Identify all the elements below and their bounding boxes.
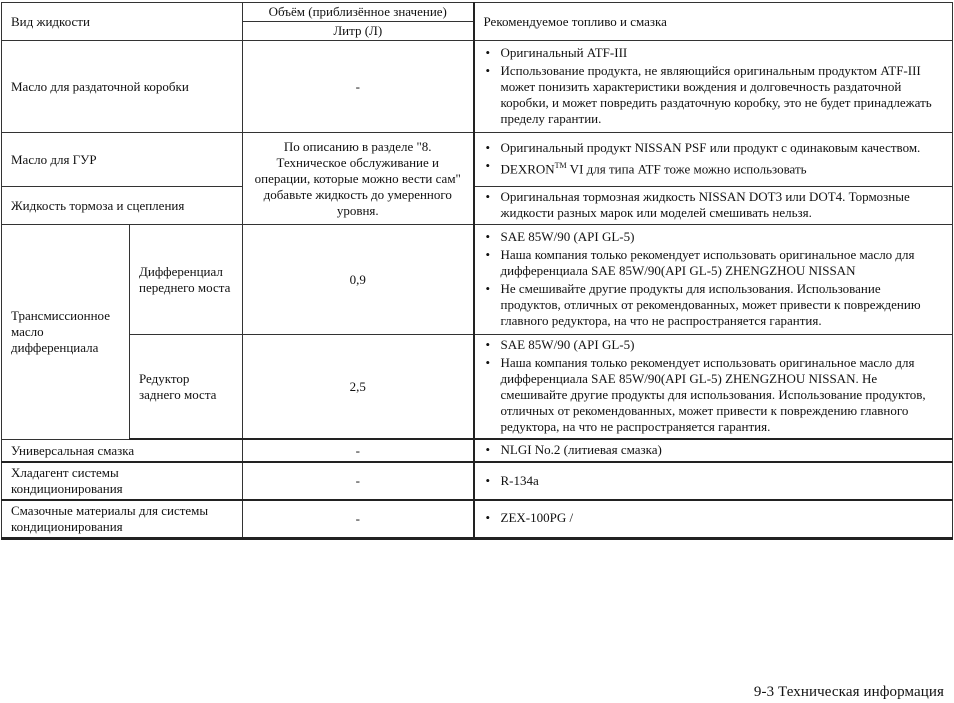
list-item: • SAE 85W/90 (API GL-5) <box>483 229 945 245</box>
list-item: • Оригинальный ATF-III <box>483 45 945 61</box>
row-grease-volume: - <box>243 439 474 462</box>
row-transfer-case-volume: - <box>243 41 474 133</box>
list-item: • Использование продукта, не являющийся оригинальным продуктом ATF-III может понизить характеристики вождения и долговечность раздаточной коробки, и может повредить раздаточную коробку, это не будет принадлежать пределу гарантии. <box>483 63 945 127</box>
row-brake-clutch-name: Жидкость тормоза и сцепления <box>2 187 243 225</box>
row-ac-lubricant-name: Смазочные материалы для системы кондиционирования <box>2 500 243 538</box>
row-shared-volume-note: По описанию в разделе "8. Техническое обслуживание и операции, которые можно вести сам" добавьте жидкость до умеренного уровня. <box>243 133 474 225</box>
row-diff-front-rec <box>474 225 953 335</box>
list-item: • Не смешивайте другие продукты для использования. Использование продуктов, отличных от рекомендованных, может привести к повреждению главного редуктора, на что не распространяется гарантия. <box>483 281 945 329</box>
row-diff-front-volume: 0,9 <box>243 225 474 335</box>
trademark-sup: TM <box>554 161 567 171</box>
row-diff-group-name: Трансмиссионное масло дифференциала <box>2 225 130 440</box>
row-transfer-case-rec <box>474 41 953 133</box>
dexron-suffix: VI для типа ATF тоже можно использовать <box>566 161 807 177</box>
row-brake-clutch-rec <box>474 187 953 225</box>
list-item <box>483 158 945 177</box>
row-power-steering-name: Масло для ГУР <box>2 133 243 187</box>
row-ac-lubricant-rec <box>474 500 953 538</box>
header-recommended: Рекомендуемое топливо и смазка <box>474 3 953 41</box>
list-item: • ZEX-100PG / <box>483 510 945 526</box>
list-item: • Оригинальный продукт NISSAN PSF или продукт с одинаковым качеством. <box>483 140 945 156</box>
list-item: • Наша компания только рекомендует использовать оригинальное масло для дифференциала SAE 85W/90(API GL-5) ZHENGZHOU NISSAN <box>483 247 945 279</box>
header-unit: Литр (Л) <box>243 22 474 41</box>
row-diff-rear-rec <box>474 335 953 440</box>
list-item: • Оригинальная тормозная жидкость NISSAN DOT3 или DOT4. Тормозные жидкости разных марок или моделей смешивать нельзя. <box>483 189 945 221</box>
dexron-prefix: DEXRON <box>500 161 555 177</box>
header-volume: Объём (приблизённое значение) <box>243 3 474 22</box>
list-item: • SAE 85W/90 (API GL-5) <box>483 337 945 353</box>
row-diff-rear-name: Редуктор заднего моста <box>130 335 243 440</box>
row-grease-name: Универсальная смазка <box>2 439 243 462</box>
fluids-spec-table <box>1 2 953 540</box>
row-refrigerant-rec <box>474 462 953 500</box>
row-power-steering-rec <box>474 133 953 187</box>
row-refrigerant-name: Хладагент системы кондиционирования <box>2 462 243 500</box>
row-diff-front-name: Дифференциал переднего моста <box>130 225 243 335</box>
row-transfer-case-name: Масло для раздаточной коробки <box>2 41 243 133</box>
row-diff-rear-volume: 2,5 <box>243 335 474 440</box>
row-ac-lubricant-volume: - <box>243 500 474 538</box>
list-item: • R-134a <box>483 473 945 489</box>
row-refrigerant-volume: - <box>243 462 474 500</box>
page-footer: 9-3 Техническая информация <box>753 684 944 700</box>
list-item: • NLGI No.2 (литиевая смазка) <box>483 442 945 458</box>
header-fluid-type: Вид жидкости <box>2 3 243 41</box>
list-item: • Наша компания только рекомендует использовать оригинальное масло для дифференциала SAE 85W/90(API GL-5) ZHENGZHOU NISSAN. Не смешивайте другие продукты для использования. Использование продуктов, отличных от рекомендованных, может привести к повреждению главного редуктора, на что не распространяется гарантия. <box>483 355 945 435</box>
row-grease-rec <box>474 439 953 462</box>
